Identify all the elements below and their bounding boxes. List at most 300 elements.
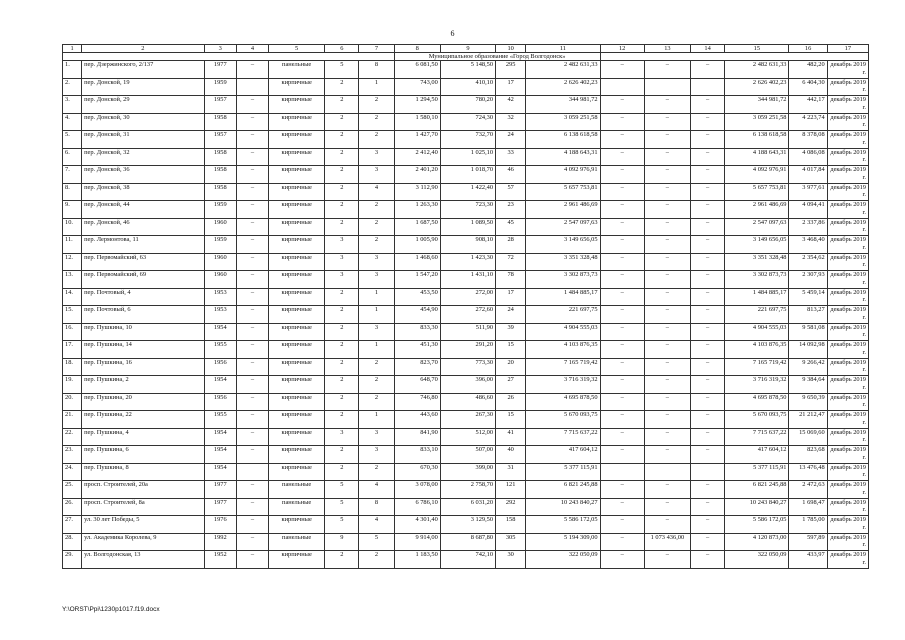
table-row (63, 218, 869, 236)
table-cell: 30 (496, 551, 526, 569)
table-cell: 670,30 (394, 463, 440, 481)
table-cell: – (236, 183, 268, 201)
table-cell: 272,60 (440, 306, 495, 324)
table-row (63, 428, 869, 446)
table-cell: – (691, 428, 725, 446)
table-cell: – (691, 288, 725, 306)
table-cell: – (644, 253, 690, 271)
table-cell: 2 758,70 (440, 481, 495, 499)
table-cell: – (600, 411, 644, 429)
table-cell: декабрь 2019 г. (827, 393, 868, 411)
table-cell: 2 401,20 (394, 166, 440, 184)
table-cell: 1959 (204, 78, 236, 96)
table-row (63, 498, 869, 516)
table-row (63, 271, 869, 289)
table-cell: 3 (325, 428, 359, 446)
table-cell: 4 695 878,50 (526, 393, 600, 411)
column-number-cell: 7 (359, 45, 394, 53)
table-cell: 11. (63, 236, 82, 254)
table-cell: 9 266,42 (789, 358, 827, 376)
table-cell: 24 (496, 131, 526, 149)
table-cell: – (644, 481, 690, 499)
table-cell: 14 092,98 (789, 341, 827, 359)
table-cell: – (691, 393, 725, 411)
table-cell: 1954 (204, 323, 236, 341)
table-cell: кирпичные (269, 131, 325, 149)
table-cell: пер. Донской, 31 (82, 131, 205, 149)
table-cell: кирпичные (269, 271, 325, 289)
table-cell: – (691, 218, 725, 236)
table-cell: 2 (359, 236, 394, 254)
table-cell: – (600, 341, 644, 359)
table-cell: 1 423,30 (440, 253, 495, 271)
table-cell: 5 194 309,00 (526, 533, 600, 551)
column-number-cell: 11 (526, 45, 600, 53)
table-cell: 13. (63, 271, 82, 289)
table-cell: 28. (63, 533, 82, 551)
table-cell: – (644, 201, 690, 219)
table-cell: 19. (63, 376, 82, 394)
table-cell: 780,20 (440, 96, 495, 114)
table-cell: 648,70 (394, 376, 440, 394)
table-cell: 511,90 (440, 323, 495, 341)
table-cell: 417 604,12 (725, 446, 789, 464)
table-cell: – (600, 376, 644, 394)
table-cell: декабрь 2019 г. (827, 323, 868, 341)
table-cell: – (691, 481, 725, 499)
table-cell: 6 138 618,58 (526, 131, 600, 149)
table-cell: – (691, 271, 725, 289)
table-cell: – (644, 516, 690, 534)
table-cell: 2 482 631,33 (526, 61, 600, 79)
table-cell: – (236, 218, 268, 236)
table-cell: – (644, 148, 690, 166)
table-cell: – (691, 113, 725, 131)
table-cell: 1 263,30 (394, 201, 440, 219)
table-cell: 1 422,40 (440, 183, 495, 201)
table-cell: декабрь 2019 г. (827, 463, 868, 481)
table-cell: – (691, 253, 725, 271)
table-cell: – (236, 61, 268, 79)
table-cell: 2 (325, 183, 359, 201)
table-cell: 2 (325, 218, 359, 236)
table-cell: 3. (63, 96, 82, 114)
table-cell: – (236, 166, 268, 184)
column-number-cell: 3 (204, 45, 236, 53)
table-cell: 1958 (204, 166, 236, 184)
table-row (63, 516, 869, 534)
table-cell: 6. (63, 148, 82, 166)
table-cell: 1952 (204, 551, 236, 569)
table-cell: 1953 (204, 288, 236, 306)
table-cell: 4 (359, 516, 394, 534)
column-number-cell: 6 (325, 45, 359, 53)
table-cell: декабрь 2019 г. (827, 498, 868, 516)
table-cell: – (691, 61, 725, 79)
table-cell: 1976 (204, 516, 236, 534)
table-cell: 1 468,60 (394, 253, 440, 271)
table-cell: 2 (325, 463, 359, 481)
table-cell: 24. (63, 463, 82, 481)
table-cell: 15 (496, 411, 526, 429)
table-cell: 2 (325, 96, 359, 114)
table-cell: 1 073 436,00 (644, 533, 690, 551)
table-cell: декабрь 2019 г. (827, 288, 868, 306)
table-cell: декабрь 2019 г. (827, 253, 868, 271)
table-cell: 6 138 618,58 (725, 131, 789, 149)
table-cell: 3 977,61 (789, 183, 827, 201)
table-cell: 9 650,39 (789, 393, 827, 411)
table-row (63, 411, 869, 429)
table-cell: – (236, 288, 268, 306)
table-cell: – (600, 218, 644, 236)
table-cell: декабрь 2019 г. (827, 113, 868, 131)
table-cell: 454,90 (394, 306, 440, 324)
table-cell: 773,30 (440, 358, 495, 376)
table-cell: декабрь 2019 г. (827, 376, 868, 394)
table-cell: 5 (325, 498, 359, 516)
table-cell: панельные (269, 61, 325, 79)
table-cell: – (600, 358, 644, 376)
table-cell: 10. (63, 218, 82, 236)
table-cell: – (600, 96, 644, 114)
table-cell: 8. (63, 183, 82, 201)
table-cell: 3 302 873,73 (725, 271, 789, 289)
table-cell: 1 431,10 (440, 271, 495, 289)
group-blank-right (600, 53, 868, 61)
table-cell: 7 715 637,22 (725, 428, 789, 446)
table-cell: 22. (63, 428, 82, 446)
table-cell: 1958 (204, 148, 236, 166)
table-cell: 2 (359, 358, 394, 376)
table-cell: панельные (269, 481, 325, 499)
table-cell: декабрь 2019 г. (827, 148, 868, 166)
table-cell: 1954 (204, 463, 236, 481)
table-cell: – (691, 201, 725, 219)
table-cell: 1 018,70 (440, 166, 495, 184)
table-cell: 2 (359, 376, 394, 394)
table-cell: 9 914,00 (394, 533, 440, 551)
table-cell: 823,70 (394, 358, 440, 376)
table-cell: 1 427,70 (394, 131, 440, 149)
table-cell (236, 78, 268, 96)
table-cell: пер. Пушкина, 16 (82, 358, 205, 376)
table-cell: 433,97 (789, 551, 827, 569)
table-cell: – (644, 376, 690, 394)
table-cell: 1977 (204, 481, 236, 499)
table-cell: 1954 (204, 376, 236, 394)
table-cell: 1 025,10 (440, 148, 495, 166)
table-cell: 2 (325, 323, 359, 341)
table-cell: 5 657 753,81 (526, 183, 600, 201)
table-cell: 2 (325, 148, 359, 166)
document-path: Y:\ORST\Ppi\1230p1017.f19.docx (62, 606, 160, 613)
table-cell: 3 (359, 446, 394, 464)
table-cell: 4 (359, 481, 394, 499)
table-cell: – (691, 183, 725, 201)
column-number-cell: 16 (789, 45, 827, 53)
table-cell: пер. Пушкина, 14 (82, 341, 205, 359)
table-cell: 3 (325, 271, 359, 289)
table-cell: 1 547,20 (394, 271, 440, 289)
table-row (63, 78, 869, 96)
table-cell: 1960 (204, 253, 236, 271)
table-cell: – (691, 533, 725, 551)
table-cell: 4 695 878,50 (725, 393, 789, 411)
table-cell: – (236, 358, 268, 376)
table-cell: пер. Донской, 38 (82, 183, 205, 201)
table-cell: 2 (359, 131, 394, 149)
table-row (63, 96, 869, 114)
table-cell: 21. (63, 411, 82, 429)
table-cell: – (691, 551, 725, 569)
table-cell: 39 (496, 323, 526, 341)
table-cell (644, 463, 690, 481)
table-cell: пер. Первомайский, 63 (82, 253, 205, 271)
table-cell: 272,00 (440, 288, 495, 306)
table-cell: 27 (496, 376, 526, 394)
table-cell: 1955 (204, 341, 236, 359)
table-cell: декабрь 2019 г. (827, 131, 868, 149)
table-cell: 221 697,75 (526, 306, 600, 324)
table-cell: 4 301,40 (394, 516, 440, 534)
table-row (63, 183, 869, 201)
table-cell: кирпичные (269, 288, 325, 306)
table-cell: 2 337,86 (789, 218, 827, 236)
table-cell: 2 547 097,63 (725, 218, 789, 236)
table-cell: пер. Донской, 44 (82, 201, 205, 219)
table-cell: 3 468,40 (789, 236, 827, 254)
table-cell: 5 148,50 (440, 61, 495, 79)
table-cell: – (691, 341, 725, 359)
table-cell: декабрь 2019 г. (827, 358, 868, 376)
table-cell: 3 716 319,32 (526, 376, 600, 394)
table-cell: 9 384,64 (789, 376, 827, 394)
table-cell: декабрь 2019 г. (827, 551, 868, 569)
table-cell: кирпичные (269, 78, 325, 96)
table-cell: 4 094,41 (789, 201, 827, 219)
table-cell: – (236, 481, 268, 499)
table-cell: – (236, 96, 268, 114)
table-cell: пер. Пушкина, 20 (82, 393, 205, 411)
table-cell: 5 459,14 (789, 288, 827, 306)
table-cell: – (236, 533, 268, 551)
table-cell: 20 (496, 358, 526, 376)
table-cell (644, 78, 690, 96)
table-cell: кирпичные (269, 218, 325, 236)
table-cell: 4 904 555,03 (526, 323, 600, 341)
table-cell: кирпичные (269, 96, 325, 114)
table-cell: пер. Донской, 36 (82, 166, 205, 184)
table-cell: 23. (63, 446, 82, 464)
table-row (63, 533, 869, 551)
table-cell: декабрь 2019 г. (827, 428, 868, 446)
table-cell: 5 (325, 516, 359, 534)
table-cell: – (236, 148, 268, 166)
table-cell: – (236, 551, 268, 569)
table-cell: 2 (325, 393, 359, 411)
table-cell: 9. (63, 201, 82, 219)
table-cell: 26 (496, 393, 526, 411)
table-cell: 9 581,08 (789, 323, 827, 341)
table-cell: 2. (63, 78, 82, 96)
table-cell: 1 (359, 341, 394, 359)
table-cell: пер. Пушкина, 4 (82, 428, 205, 446)
table-cell: 4 017,84 (789, 166, 827, 184)
table-cell: – (644, 498, 690, 516)
table-cell: 2 412,40 (394, 148, 440, 166)
table-cell: 417 604,12 (526, 446, 600, 464)
table-cell: 746,80 (394, 393, 440, 411)
table-row (63, 341, 869, 359)
table-cell: 482,20 (789, 61, 827, 79)
table-cell: кирпичные (269, 463, 325, 481)
table-cell: декабрь 2019 г. (827, 481, 868, 499)
table-cell: 1958 (204, 113, 236, 131)
table-cell: ул. Волгодонская, 13 (82, 551, 205, 569)
table-cell: – (644, 113, 690, 131)
table-cell: – (691, 516, 725, 534)
table-cell: 17 (496, 288, 526, 306)
table-cell (600, 78, 644, 96)
table-cell: 33 (496, 148, 526, 166)
table-cell: декабрь 2019 г. (827, 271, 868, 289)
table-cell: 1956 (204, 358, 236, 376)
table-cell: кирпичные (269, 376, 325, 394)
table-cell: – (600, 288, 644, 306)
table-cell: декабрь 2019 г. (827, 341, 868, 359)
table-cell: декабрь 2019 г. (827, 236, 868, 254)
table-cell: 453,50 (394, 288, 440, 306)
table-cell: 3 (359, 148, 394, 166)
table-cell: 410,10 (440, 78, 495, 96)
table-cell: 5 377 115,91 (725, 463, 789, 481)
table-row (63, 551, 869, 569)
table-cell: 1 294,50 (394, 96, 440, 114)
table-row (63, 148, 869, 166)
column-number-cell: 4 (236, 45, 268, 53)
table-cell: кирпичные (269, 323, 325, 341)
table-cell: пер. Донской, 46 (82, 218, 205, 236)
table-cell: 5 (359, 533, 394, 551)
table-row (63, 288, 869, 306)
table-cell: 5 670 093,75 (725, 411, 789, 429)
table-cell: – (600, 131, 644, 149)
table-cell: 295 (496, 61, 526, 79)
table-cell: кирпичные (269, 393, 325, 411)
table-cell (600, 463, 644, 481)
table-row (63, 446, 869, 464)
table-cell: 322 050,09 (725, 551, 789, 569)
table-cell: пер. Первомайский, 69 (82, 271, 205, 289)
table-cell: 2 626 402,23 (725, 78, 789, 96)
table-cell: 2 961 486,69 (725, 201, 789, 219)
table-cell: пер. Пушкина, 10 (82, 323, 205, 341)
table-cell: декабрь 2019 г. (827, 516, 868, 534)
column-number-cell: 8 (394, 45, 440, 53)
table-cell: 2 (359, 393, 394, 411)
table-cell: 486,60 (440, 393, 495, 411)
table-cell: декабрь 2019 г. (827, 218, 868, 236)
table-cell: – (600, 323, 644, 341)
table-cell: – (644, 306, 690, 324)
table-cell: 292 (496, 498, 526, 516)
table-cell: 1 (359, 78, 394, 96)
table-cell: кирпичные (269, 253, 325, 271)
page-number: 6 (450, 29, 455, 38)
table-cell: декабрь 2019 г. (827, 201, 868, 219)
table-cell: декабрь 2019 г. (827, 183, 868, 201)
table-cell: – (644, 183, 690, 201)
table-cell: 72 (496, 253, 526, 271)
table-cell: 32 (496, 113, 526, 131)
table-cell: 3 351 328,48 (725, 253, 789, 271)
table-cell: декабрь 2019 г. (827, 306, 868, 324)
table-cell: – (600, 446, 644, 464)
table-row (63, 358, 869, 376)
table-cell: 291,20 (440, 341, 495, 359)
table-cell: – (691, 166, 725, 184)
table-cell: 25. (63, 481, 82, 499)
table-cell: – (691, 236, 725, 254)
table-cell: 2 354,62 (789, 253, 827, 271)
table-cell: – (644, 236, 690, 254)
table-cell: – (644, 358, 690, 376)
table-cell: – (600, 183, 644, 201)
table-cell: 1992 (204, 533, 236, 551)
table-cell: кирпичные (269, 201, 325, 219)
table-cell: 305 (496, 533, 526, 551)
column-number-cell: 12 (600, 45, 644, 53)
table-cell: 221 697,75 (725, 306, 789, 324)
table-cell: кирпичные (269, 516, 325, 534)
table-cell: декабрь 2019 г. (827, 78, 868, 96)
table-cell: кирпичные (269, 306, 325, 324)
table-cell: 2 (325, 446, 359, 464)
table-cell: пер. Пушкина, 22 (82, 411, 205, 429)
table-cell: 742,10 (440, 551, 495, 569)
table-cell: 732,70 (440, 131, 495, 149)
table-cell: 1977 (204, 498, 236, 516)
table-cell: 1. (63, 61, 82, 79)
table-cell: 9 (325, 533, 359, 551)
table-cell: 443,60 (394, 411, 440, 429)
table-cell: 1957 (204, 131, 236, 149)
table-cell: – (600, 271, 644, 289)
table-cell: 2 (359, 463, 394, 481)
table-cell: 1960 (204, 218, 236, 236)
table-cell: 4 086,08 (789, 148, 827, 166)
table-cell: – (691, 323, 725, 341)
table-cell: 57 (496, 183, 526, 201)
table-cell: – (236, 428, 268, 446)
table-row (63, 481, 869, 499)
table-row (63, 306, 869, 324)
table-cell: 3 (325, 236, 359, 254)
table-cell: – (644, 551, 690, 569)
table-cell: 15 069,60 (789, 428, 827, 446)
table-cell: 5. (63, 131, 82, 149)
table-cell: 1 089,50 (440, 218, 495, 236)
table-cell: – (644, 166, 690, 184)
table-cell: кирпичные (269, 113, 325, 131)
table-row (63, 113, 869, 131)
table-cell: 17. (63, 341, 82, 359)
table-cell: 1 (359, 288, 394, 306)
table-cell: – (644, 411, 690, 429)
table-cell: – (236, 201, 268, 219)
table-cell: 15. (63, 306, 82, 324)
